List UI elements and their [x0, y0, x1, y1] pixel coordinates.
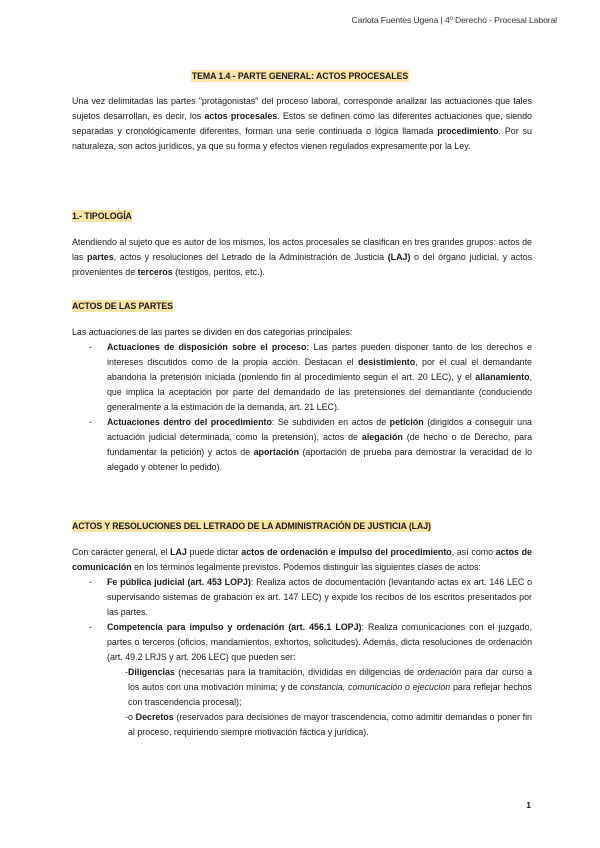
running-header: Carlota Fuentes Ugena | 4º Derecho - Procesal Laboral — [351, 15, 557, 25]
laj-list — [72, 575, 532, 665]
intro-paragraph: Una vez delimitadas las partes "protagonistas" del proceso laboral, corresponde analizar las actuaciones que tales sujetos desarrollan, es decir, los actos procesales. Estos se definen como las diferentes actuaciones que, siendo separadas y cronológicamente diferentes, forman una serie continuada o lógica llamada procedimiento. Por su naturaleza, son actos jurídicos, ya que su forma y efectos vienen regulados expresamente por la Ley. — [72, 96, 532, 151]
partes-list — [72, 340, 532, 475]
list-item: - Competencia para impulso y ordenación (art. 456.1 LOPJ): Realiza comunicaciones con el juzgado, partes o terceros (oficios, mandamientos, exhortos, solicitudes). Además, dicta resoluciones de ordenación (art. 49.2 LRJS y art. 206 LEC) que pueden ser: — [72, 620, 532, 665]
section-heading-tipologia: 1.- TIPOLOGÍA — [72, 211, 132, 221]
page-title — [0, 66, 600, 84]
page-title-text: TEMA 1.4 - PARTE GENERAL: ACTOS PROCESALES — [191, 71, 409, 81]
partes-intro: Las actuaciones de las partes se dividen en dos categorías principales: — [72, 327, 353, 337]
laj-intro: Con carácter general, el LAJ puede dictar actos de ordenación e impulso del procedimiento, así como actos de comunicación en los términos legalmente previstos. Podemos distinguir las siguientes clases de actos: — [72, 547, 532, 572]
partes-block — [72, 325, 532, 475]
list-item: - Actuaciones dentro del procedimiento: Se subdividen en actos de petición (dirigidos a conseguir una actuación judicial determinada, como la pretensión), actos de alegación (de hecho o de Derecho, para fundamentar la petición) y actos de aportación (aportación de prueba para demostrar la veracidad de lo alegado y obtener lo pedido). — [72, 415, 532, 475]
list-item: - Diligencias (necesarias para la tramitación, divididas en diligencias de ordenación para dar curso a los autos con una motivación mínima; y de constancia, comunicación o ejecución para reflejar hechos con trascendencia procesal); — [72, 665, 532, 710]
tipologia-paragraph: Atendiendo al sujeto que es autor de los mismos, los actos procesales se clasifican en tres grandes grupos: actos de las partes, actos y resoluciones del Letrado de la Administración de Justicia (LAJ) o del órgano judicial, y actos provenientes de terceros (testigos, peritos, etc.). — [72, 237, 533, 277]
laj-sublist — [72, 665, 532, 740]
laj-block — [72, 545, 532, 740]
list-item: - Actuaciones de disposición sobre el proceso: Las partes pueden disponer tanto de los derechos e intereses discutidos como de la propia acción. Destacan el desistimiento, por el cual el demandante abandona la pretensión iniciada (poniendo fin al procedimiento según el art. 20 LEC), y el allanamiento, que implica la aceptación por parte del demandado de las pretensiones del demandante (conduciendo generalmente a la estimación de la demanda, art. 21 LEC). — [72, 340, 532, 415]
section-heading-partes: ACTOS DE LAS PARTES — [72, 301, 173, 311]
section-heading-laj: ACTOS Y RESOLUCIONES DEL LETRADO DE LA ADMINISTRACIÓN DE JUSTICIA (LAJ) — [72, 521, 431, 531]
page-number: 1 — [526, 800, 531, 810]
list-item: - Fe pública judicial (art. 453 LOPJ): Realiza actos de documentación (levantando actas ex art. 146 LEC o supervisando sistemas de grabación ex art. 147 LEC) y expide los recibos de los escritos presentados por las partes. — [72, 575, 532, 620]
list-item: - o Decretos (reservados para decisiones de mayor trascendencia, como admitir demandas o poner fin al proceso, requiriendo siempre motivación fáctica y jurídica). — [72, 710, 532, 740]
